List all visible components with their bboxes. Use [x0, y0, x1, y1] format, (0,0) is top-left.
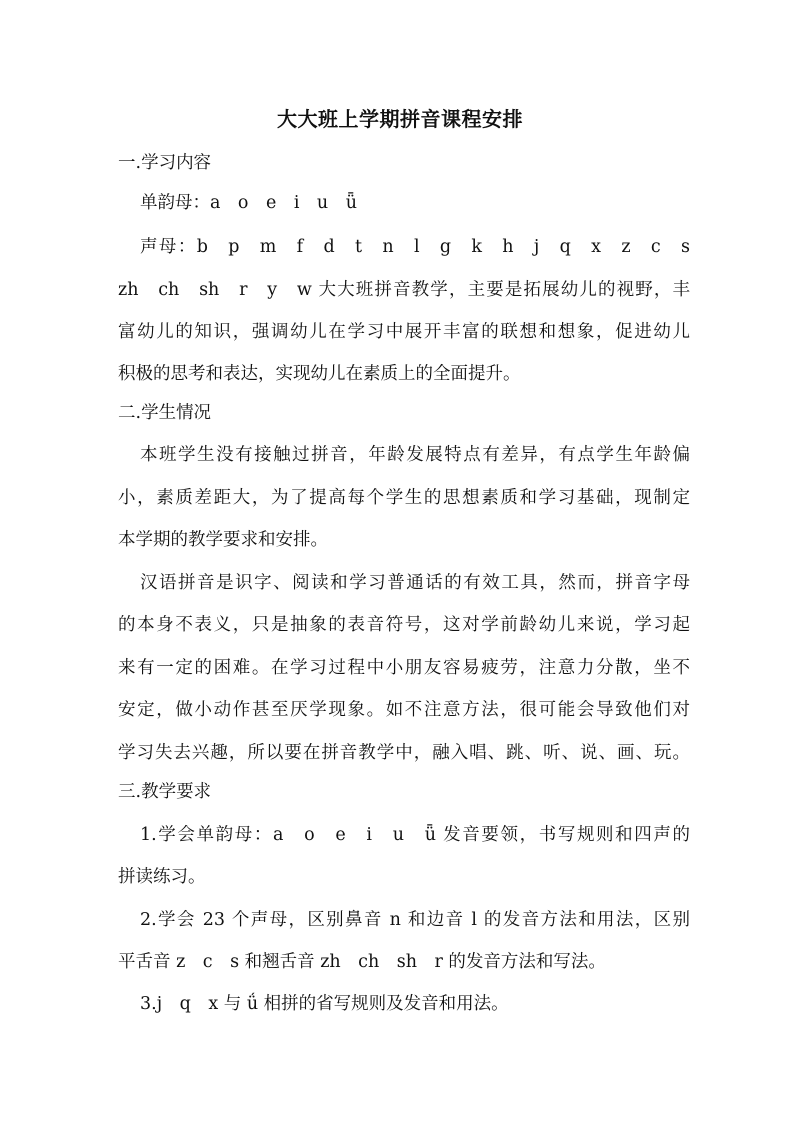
paragraph-line: 小，素质差距大，为了提高每个学生的思想素质和学习基础，现制定 — [118, 488, 690, 508]
paragraph-line: 本学期的教学要求和安排。 — [118, 530, 328, 550]
paragraph-line: 的本身不表义，只是抽象的表音符号，这对学前龄幼儿来说，学习起 — [118, 615, 690, 635]
section-heading-3: 三.教学要求 — [118, 782, 212, 802]
requirement-item-3: 3.j q x 与 ǘ 相拼的省写规则及发音和用法。 — [140, 994, 509, 1014]
paragraph-line: 汉语拼音是识字、阅读和学习普通话的有效工具，然而，拼音字母 — [140, 573, 690, 593]
consonants-line-2: zh ch sh r y w 大大班拼音教学，主要是拓展幼儿的视野，丰 — [118, 280, 690, 300]
document-title: 大大班上学期拼音课程安排 — [277, 107, 523, 131]
consonants-line-1: 声母：b p m f d t n l g k h j q x z c s — [140, 237, 690, 257]
paragraph-line: 来有一定的困难。在学习过程中小朋友容易疲劳，注意力分散，坐不 — [118, 658, 690, 678]
section-heading-2: 二.学生情况 — [118, 403, 212, 423]
requirement-item-2: 2.学会 23 个声母，区别鼻音 n 和边音 l 的发音方法和用法，区别 — [140, 910, 690, 930]
section-heading-1: 一.学习内容 — [118, 153, 212, 173]
paragraph-line: 学习失去兴趣，所以要在拼音教学中，融入唱、跳、听、说、画、玩。 — [118, 743, 690, 763]
paragraph-line: 安定，做小动作甚至厌学现象。如不注意方法，很可能会导致他们对 — [118, 700, 690, 720]
requirement-item-1-cont: 拼读练习。 — [118, 867, 206, 887]
requirement-item-1: 1.学会单韵母：a o e i u ǖ 发音要领，书写规则和四声的 — [140, 825, 690, 845]
body-line: 积极的思考和表达，实现幼儿在素质上的全面提升。 — [118, 364, 521, 384]
body-line: 富幼儿的知识，强调幼儿在学习中展开丰富的联想和想象，促进幼儿 — [118, 322, 690, 342]
paragraph-line: 本班学生没有接触过拼音，年龄发展特点有差异，有点学生年龄偏 — [140, 445, 690, 465]
requirement-item-2-cont: 平舌音 z c s 和翘舌音 zh ch sh r 的发音方法和写法。 — [118, 952, 606, 972]
vowels-line: 单韵母：a o e i u ǖ — [140, 193, 357, 213]
